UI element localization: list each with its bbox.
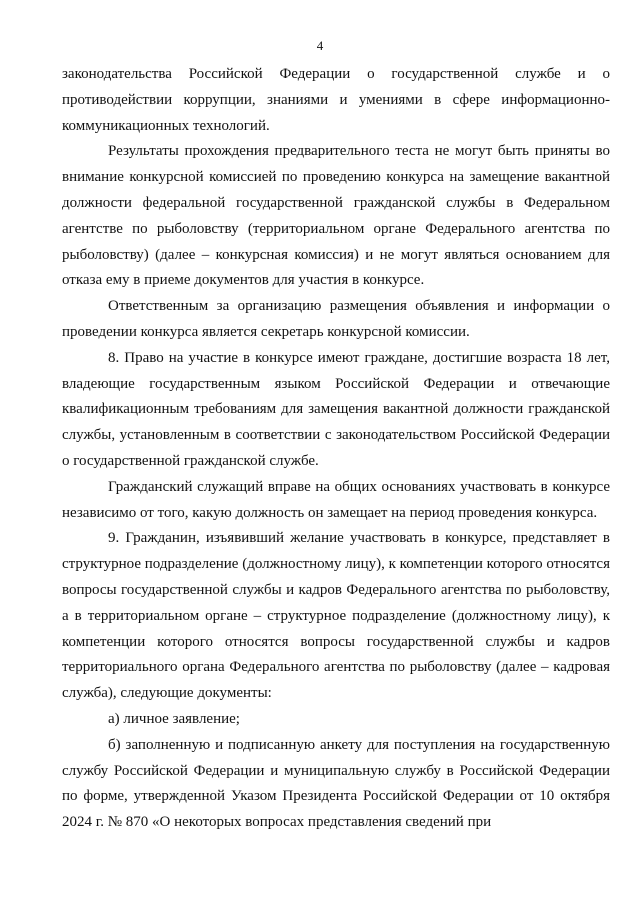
paragraph-2: Результаты прохождения предварительного теста не могут быть приняты во внимание конкурсной комиссией по проведению конкурса на замещение вакантной должности федеральной государственной гражданской службы в Федеральном агентстве по рыболовству (территориальном органе Федерального агентства по рыболовству) (далее – конкурсная комиссия) и не могут являться основанием для отказа ему в приеме документов для участия в конкурсе. <box>62 143 610 289</box>
paragraph-7: а) личное заявление; <box>108 710 240 727</box>
paragraph-8: б) заполненную и подписанную анкету для поступления на государственную службу Российской Федерации и муниципальную службу в Российской Федерации по форме, утвержденной Указом Президента Российской Федерации от 10 октября 2024 г. № 870 «О некоторых вопросах представления сведений при <box>62 736 610 831</box>
paragraph-5: Гражданский служащий вправе на общих основаниях участвовать в конкурсе независимо от того, какую должность он замещает на период проведения конкурса. <box>62 478 610 521</box>
page-number: 4 <box>316 38 324 53</box>
paragraph-1: законодательства Российской Федерации о государственной службе и о противодействии коррупции, знаниями и умениями в сфере информационно-коммуникационных технологий. <box>62 66 610 134</box>
paragraph-3: Ответственным за организацию размещения объявления и информации о проведении конкурса является секретарь конкурсной комиссии. <box>62 298 610 340</box>
paragraph-4: 8. Право на участие в конкурсе имеют граждане, достигшие возраста 18 лет, владеющие государственным языком Российской Федерации и отвечающие квалификационным требованиям для замещения вакантной должности гражданской службы, установленным в соответствии с законодательством Российской Федерации о государственной гражданской службе. <box>62 349 610 469</box>
paragraph-6: 9. Гражданин, изъявивший желание участвовать в конкурсе, представляет в структурное подразделение (должностному лицу), к компетенции которого относятся вопросы государственной службы и кадров Федерального агентства по рыболовству, а в территориальном органе – структурное подразделение (должностному лицу), к компетенции которого относятся вопросы государственной службы и кадров территориального органа Федерального агентства по рыболовству (далее – кадровая служба), следующие документы: <box>62 530 610 702</box>
document-body <box>62 62 610 836</box>
